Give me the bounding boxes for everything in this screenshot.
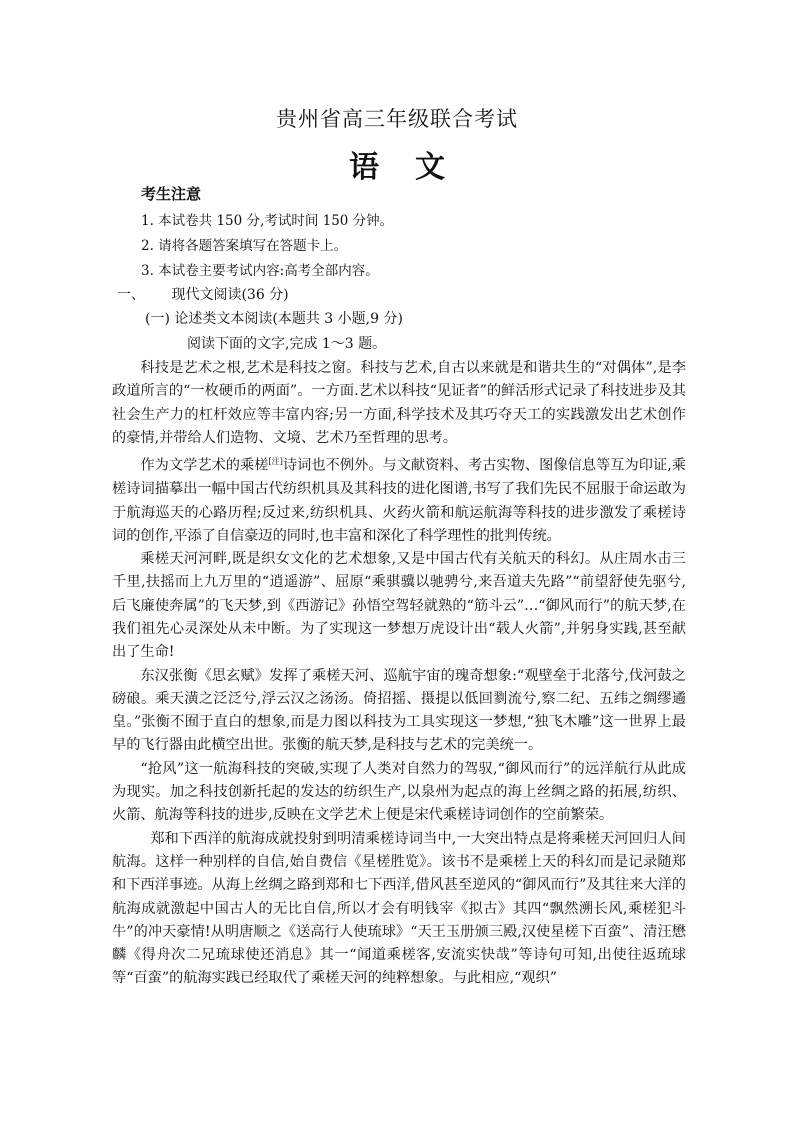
subject-title: 语文 [349,150,481,185]
notice-item: 3. 本试卷主要考试内容:高考全部内容。 [141,263,379,279]
passage-paragraph: “抢风”这一航海科技的突破,实现了人类对自然力的驾驭,“御风而行”的远洋航行从此成为现实。加之科技创新托起的发达的纺织生产,以泉州为起点的海上丝绸之路的拓展,纺织、火箭、航海等科技的进步,反映在文学艺术上便是宋代乘槎诗词创作的空前繁荣。 [112,760,686,824]
passage-paragraph [112,450,686,548]
passage-text: 诗词也不例外。与文献资料、考古实物、图像信息等互为印证,乘槎诗词描摹出一幅中国古代纺织机具及其科技的进化图谱,书写了我们先民不屈服于命运敢为于航海巡天的心路历程;反过来,纺织机具、火药火箭和航运航海等科技的进步激发了乘槎诗词的创作,平添了自信豪迈的同时,也丰富和深化了科学理性的批判传统。 [112,457,686,544]
notice-item: 2. 请将各题答案填写在答题卡上。 [141,238,348,254]
notice-item: 1. 本试卷共 150 分,考试时间 150 分钟。 [141,213,394,229]
reading-instruction: 阅读下面的文字,完成 1～3 题。 [187,336,387,352]
passage [112,357,686,991]
subsection-heading: (一) 论述类文本阅读(本题共 3 小题,9 分) [145,311,403,327]
section-number: 一、 [117,287,145,303]
passage-paragraph: 乘槎天河河畔,既是织女文化的艺术想象,又是中国古代有关航天的科幻。从庄周水击三千里,扶摇而上九万里的“逍遥游”、屈原“乘骐骥以驰骋兮,来吾道夫先路”“前望舒使先驱兮,后飞廉使奔属”的飞天梦,到《西游记》孙悟空驾轻就熟的“筋斗云”…“御风而行”的航天梦,在我们祖先心灵深处从未中断。为了实现这一梦想万虎设计出“载人火箭”,并躬身实践,甚至献出了生命! [112,551,686,661]
section-title: 现代文阅读(36 分) [171,287,289,303]
passage-paragraph: 郑和下西洋的航海成就投射到明清乘槎诗词当中,一大突出特点是将乘槎天河回归人间航海。这样一种别样的自信,始自费信《星槎胜览》。该书不是乘槎上天的科幻而是记录随郑和下西洋事迹。从海上丝绸之路到郑和七下西洋,借风甚至逆风的“御风而行”及其往来大洋的航海成就激起中国古人的无比自信,所以才会有明钱宰《拟古》其四“飘然溯长风,乘槎犯斗牛”的冲天豪情!从明唐顺之《送高行人使琉球》“天王玉册颁三殿,汉使星槎下百蛮”、清汪懋麟《得舟次二兄琉球使还消息》其一“闻道乘槎客,安流实快哉”等诗句可知,出使往返琉球等“百蛮”的航海实践已经取代了乘槎天河的纯粹想象。与此相应,“观织” [112,830,686,987]
section-heading [117,284,289,304]
notice-heading: 考生注意 [141,185,202,203]
passage-text: 作为文学艺术的乘槎 [140,457,269,474]
footnote-mark: [注] [268,457,283,467]
passage-paragraph: 科技是艺术之根,艺术是科技之窗。科技与艺术,自古以来就是和谐共生的“对偶体”,是李政道所言的“一枚硬币的两面”。一方面.艺术以科技“见证者”的鲜活形式记录了科技进步及其社会生产力的杠杆效应等丰富内容;另一方面,科学技术及其巧夺天工的实践激发出艺术创作的豪情,并带给人们造物、文境、艺术乃至哲理的思考。 [112,360,686,446]
passage-paragraph: 东汉张衡《思玄赋》发挥了乘槎天河、巡航宇宙的瑰奇想象:“观壁垒于北落兮,伐河鼓之磅硠。乘天潢之泛泛兮,浮云汉之汤汤。倚招摇、摄提以低回剹流兮,察二纪、五纬之绸缪遹皇。”张衡不囿于直白的想象,而是力图以科技为工具实现这一梦想,“独飞木雕”这一世界上最早的飞行器由此横空出世。张衡的航天梦,是科技与艺术的完美统一。 [112,667,686,754]
exam-title: 贵州省高三年级联合考试 [276,107,518,131]
